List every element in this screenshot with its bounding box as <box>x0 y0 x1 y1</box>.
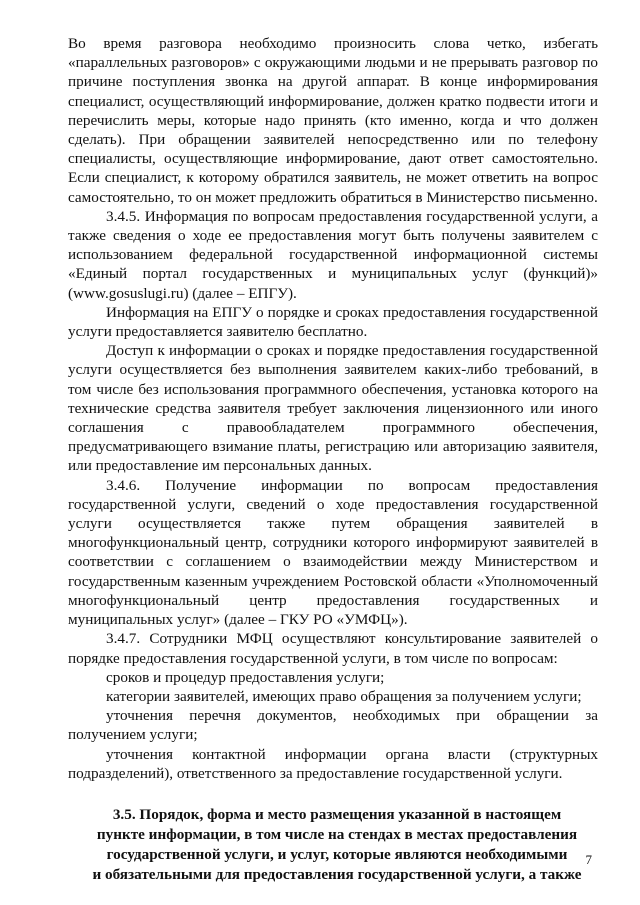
paragraph-3-4-6: 3.4.6. Получение информации по вопросам предоставления государственной услуги, сведений о ходе предоставления государственной услуги осуществляется также путем обращения заявителей в многофункциональный центр, сотрудники которого информируют заявителей в соответствии с соглашением о взаимодействии между Министерством и государственным казенным учреждением Ростовской области «Уполномоченный многофункциональный центр предоставления государственных и муниципальных услуг» (далее – ГКУ РО «УМФЦ»). <box>68 476 598 629</box>
page-number: 7 <box>585 852 592 867</box>
document-page <box>68 34 598 885</box>
paragraph-conversation-rules: Во время разговора необходимо произносить слова четко, избегать «параллельных разговоров» с окружающими людьми и не прерывать разговор по причине поступления звонка на другой аппарат. В конце информирования специалист, осуществляющий информирование, должен кратко подвести итоги и перечислить меры, которые надо принять (кто именно, когда и что должен сделать). При обращении заявителей непосредственно или по телефону специалисты, осуществляющие информирование, дают ответ самостоятельно. Если специалист, к которому обратился заявитель, не может ответить на вопрос самостоятельно, то он может предложить обратиться в Министерство письменно. <box>68 35 598 206</box>
list-item-contacts: уточнения контактной информации органа власти (структурных подразделений), ответственного за предоставление государственной услуги. <box>68 745 598 782</box>
paragraph-3-4-5: 3.4.5. Информация по вопросам предоставления государственной услуги, а также сведения о ходе ее предоставления могут быть получены заявителем с использованием федеральной государственной информационной системы «Единый портал государственных и муниципальных услуг (функций)» (www.gosuslugi.ru) (далее – ЕПГУ). <box>68 207 598 302</box>
list-item-documents: уточнения перечня документов, необходимых при обращении за получением услуги; <box>68 707 598 744</box>
heading-line: и обязательными для предоставления государственной услуги, а также <box>92 865 582 883</box>
paragraph-access-info: Доступ к информации о сроках и порядке предоставления государственной услуги осуществляется без выполнения заявителем каких-либо требований, в том числе без использования программного обеспечения, установка которого на технические средства заявителя требует заключения лицензионного или иного соглашения с правообладателем программного обеспечения, предусматривающего взимание платы, регистрацию или авторизацию заявителя, или предоставление им персональных данных. <box>68 342 598 475</box>
paragraph-epgu-free: Информация на ЕПГУ о порядке и сроках предоставления государственной услуги предоставляется заявителю бесплатно. <box>68 303 598 341</box>
heading-line: государственной услуги, и услуг, которые являются необходимыми <box>106 845 568 863</box>
section-heading-3-5 <box>68 805 598 885</box>
list-item-categories: категории заявителей, имеющих право обращения за получением услуги; <box>106 687 582 705</box>
paragraph-3-4-7: 3.4.7. Сотрудники МФЦ осуществляют консультирование заявителей о порядке предоставления государственной услуги, в том числе по вопросам: <box>68 630 598 667</box>
list-item-terms: сроков и процедур предоставления услуги; <box>106 668 385 686</box>
heading-line: 3.5. Порядок, форма и место размещения указанной в настоящем <box>112 805 562 823</box>
heading-line: пункте информации, в том числе на стендах в местах предоставления <box>96 825 578 843</box>
section-spacer <box>68 783 598 805</box>
